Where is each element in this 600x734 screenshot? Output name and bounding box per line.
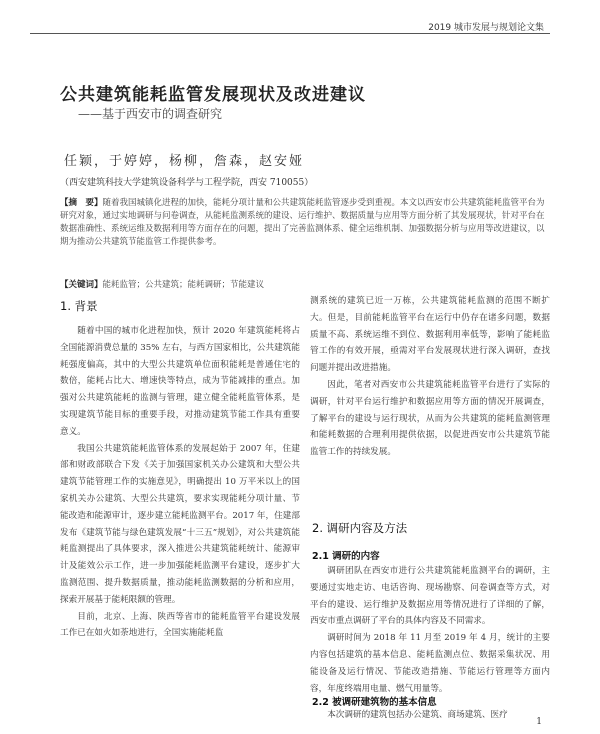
- paper-subtitle: ——基于西安市的调查研究: [78, 107, 223, 121]
- header-rule: [30, 33, 550, 34]
- paragraph: 调研团队在西安市进行公共建筑能耗监测平台的调研，主要通过实地走访、电话咨询、现场勘察、问卷调查等方式，对平台的建设、运行维护及数据应用等情况进行了详细的了解，西安市重点调研了平台的具体内容及不同需求。: [310, 566, 550, 627]
- running-header-text: 2019 城市发展与规划论文集: [428, 23, 544, 33]
- keywords-text: 能耗监管；公共建筑；能耗调研；节能建议: [102, 280, 265, 290]
- right-column-top: [310, 293, 550, 461]
- subsection-heading-buildings: 2.2 被调研建筑物的基本信息: [312, 697, 437, 708]
- paragraph: 因此，笔者对西安市公共建筑能耗监管平台进行了实际的调研，针对平台运行维护和数据应用等方面的情况开展调查，了解平台的建设与运行现状，从而为公共建筑的能耗监测管理和能耗数据的合理利用提供依据，以促进西安市公共建筑节能监管工作的持续发展。: [310, 379, 550, 458]
- keywords: [60, 278, 552, 290]
- paper-title: 公共建筑能耗监管发展现状及改进建议: [60, 85, 366, 105]
- left-column: [60, 323, 300, 642]
- paragraph: 随着中国的城市化进程加快，预计 2020 年建筑能耗将占全国能源消费总量的 35% 左右，与西方国家相比，公共建筑能耗强度偏高，其中的大型公共建筑单位面积能耗是普通住宅的数倍，能耗占比大、增速快等特点，成为节能减排的重点。加强对公共建筑能耗的监测与管理，建立健全能耗监管体系，是实现建筑节能目标的重要手段，对推动建筑节能工作具有重要意义。: [60, 326, 300, 437]
- paragraph: 我国公共建筑能耗监管体系的发展起始于 2007 年，住建部和财政部联合下发《关于加强国家机关办公建筑和大型公共建筑节能管理工作的实施意见》，明确提出 10 万平米以上的国家机关办公建筑、大型公共建筑，要求实现能耗分项计量、节能改造和能源审计，逐步建立能耗监测平台。2017 年，住建部发布《建筑节能与绿色建筑发展“十三五”规划》，对公共建筑能耗监测提出了具体要求，深入推进公共建筑能耗统计、能源审计及能效公示工作，进一步加强能耗监测平台建设，逐步扩大监测范围、提升数据质量，推动能耗监测数据的分析和应用，探索开展基于能耗限额的管理。: [60, 443, 300, 605]
- abstract-text: 随着我国城镇化进程的加快，能耗分项计量和公共建筑能耗监管逐步受到重视。本文以西安市公共建筑能耗监管平台为研究对象，通过实地调研与问卷调查，从能耗监测系统的建设、运行维护、数据质量与应用等方面分析了其发展现状，针对平台在数据准确性、系统运维及数据利用等方面存在的问题，提出了完善监测体系、健全运维机制、加强数据分析与应用等改进建议，以期为推动公共建筑节能监管工作提供参考。: [60, 198, 545, 247]
- right-column-methods: [310, 563, 550, 697]
- section-heading-background: 1. 背景: [60, 299, 98, 313]
- keywords-label: 【关键词】: [60, 280, 103, 290]
- page-number: 1: [536, 717, 542, 727]
- section-heading-methods: 2. 调研内容及方法: [312, 521, 408, 535]
- paragraph: 目前，北京、上海、陕西等省市的能耗监管平台建设发展工作已在如火如荼地进行，全国实施能耗监: [60, 611, 300, 639]
- right-column-buildings: [310, 707, 550, 724]
- paragraph: 测系统的建筑已近一万栋，公共建筑能耗监测的范围不断扩大。但是，目前能耗监管平台在运行中仍存在诸多问题，数据质量不高、系统运维不到位、数据利用率低等，影响了能耗监管工作的有效开展，亟需对平台发展现状进行深入调研，查找问题并提出改进措施。: [310, 296, 550, 374]
- affiliation: （西安建筑科技大学建筑设备科学与工程学院，西安 710055）: [60, 178, 314, 188]
- running-header: [0, 0, 600, 36]
- author-list: 任颖，于婷婷，杨柳，詹森，赵安娅: [64, 154, 305, 169]
- abstract: [60, 197, 552, 249]
- paragraph: 调研时间为 2018 年 11 月至 2019 年 4 月，统计的主要内容包括建筑的基本信息、能耗监测点位、数据采集状况、用能设备及运行情况、节能改造措施、节能运行管理等方面内容，年度终端用电量、燃气用量等。: [310, 633, 550, 694]
- subsection-heading-content: 2.1 调研的内容: [312, 551, 380, 562]
- abstract-label: 【摘 要】: [60, 198, 103, 208]
- paragraph: 本次调研的建筑包括办公建筑、商场建筑、医疗: [327, 710, 508, 720]
